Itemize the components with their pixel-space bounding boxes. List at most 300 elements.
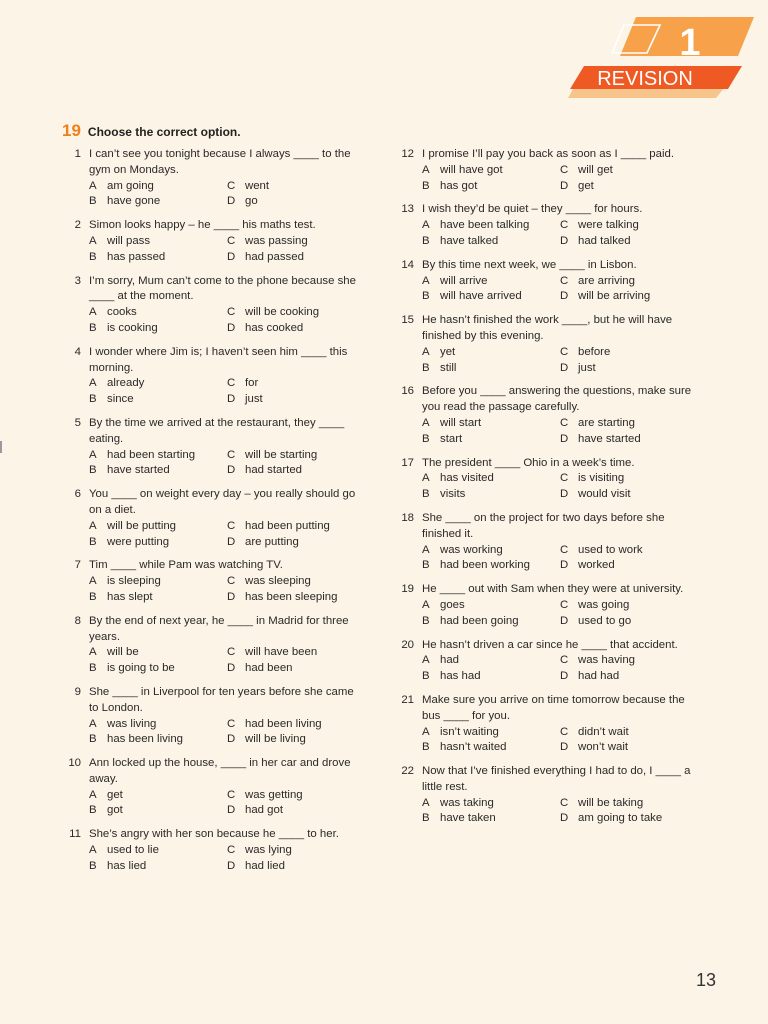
- option-letter: A: [89, 575, 97, 588]
- option-text: am going to take: [578, 812, 663, 825]
- option-letter: A: [422, 598, 430, 611]
- answer-option[interactable]: [89, 179, 227, 195]
- question-number: 16: [401, 385, 414, 398]
- option-text: had started: [245, 464, 302, 477]
- question-item: [395, 258, 695, 305]
- option-text: will be living: [245, 733, 306, 746]
- option-letter: D: [227, 393, 236, 406]
- option-text: was passing: [245, 234, 308, 247]
- option-letter: A: [422, 345, 430, 358]
- option-letter: D: [227, 321, 236, 334]
- option-letter: C: [227, 844, 236, 857]
- option-text: was sleeping: [245, 575, 311, 588]
- option-letter: D: [560, 670, 569, 683]
- answer-option[interactable]: [560, 345, 695, 361]
- answer-option[interactable]: [89, 305, 227, 321]
- left-column: [62, 147, 362, 883]
- option-letter: C: [560, 274, 569, 287]
- answer-options: [89, 519, 362, 551]
- answer-option[interactable]: [227, 305, 362, 321]
- answer-option[interactable]: [227, 843, 362, 859]
- option-text: is visiting: [578, 472, 625, 485]
- answer-options: [89, 843, 362, 875]
- option-letter: C: [560, 725, 569, 738]
- answer-option[interactable]: [422, 614, 560, 630]
- answer-option[interactable]: [422, 289, 560, 305]
- answer-option[interactable]: [560, 274, 695, 290]
- option-letter: B: [89, 321, 97, 334]
- option-letter: C: [227, 646, 236, 659]
- option-letter: A: [89, 234, 97, 247]
- answer-option[interactable]: [560, 598, 695, 614]
- option-letter: A: [422, 725, 430, 738]
- answer-option[interactable]: [227, 179, 362, 195]
- option-letter: A: [422, 654, 430, 667]
- answer-option[interactable]: [422, 179, 560, 195]
- option-text: was living: [107, 717, 157, 730]
- answer-option[interactable]: [227, 574, 362, 590]
- answer-option[interactable]: [422, 487, 560, 503]
- question-number: 15: [401, 314, 414, 327]
- question-text: He hasn’t driven a car since he ____ that accident.: [422, 638, 678, 651]
- answer-option[interactable]: [89, 519, 227, 535]
- question-number: 11: [69, 828, 81, 841]
- question-item: [62, 147, 362, 210]
- option-text: would visit: [578, 488, 631, 501]
- option-letter: B: [89, 195, 97, 208]
- answer-option[interactable]: [89, 234, 227, 250]
- question-number: 6: [74, 488, 81, 501]
- option-text: will start: [440, 416, 482, 429]
- answer-option[interactable]: [227, 590, 362, 606]
- answer-option[interactable]: [422, 740, 560, 756]
- option-text: have started: [107, 464, 170, 477]
- option-letter: B: [89, 859, 97, 872]
- option-letter: C: [560, 163, 569, 176]
- option-text: will have been: [245, 646, 318, 659]
- question-item: [395, 638, 695, 685]
- answer-option[interactable]: [422, 471, 560, 487]
- answer-option[interactable]: [422, 653, 560, 669]
- answer-options: [89, 448, 362, 480]
- answer-option[interactable]: [422, 416, 560, 432]
- answer-option[interactable]: [227, 194, 362, 210]
- option-text: will be taking: [578, 796, 644, 809]
- option-letter: A: [422, 472, 430, 485]
- option-text: was taking: [440, 796, 494, 809]
- answer-option[interactable]: [227, 392, 362, 408]
- option-text: has been living: [107, 733, 183, 746]
- option-text: before: [578, 345, 611, 358]
- option-text: have gone: [107, 195, 161, 208]
- answer-options: [422, 653, 695, 685]
- option-text: was getting: [245, 788, 303, 801]
- answer-option[interactable]: [560, 558, 695, 574]
- question-number: 4: [74, 345, 81, 358]
- option-text: was having: [578, 654, 635, 667]
- unit-label: REVISION: [597, 68, 693, 90]
- answer-option[interactable]: [227, 519, 362, 535]
- option-letter: D: [227, 464, 236, 477]
- question-item: [395, 582, 695, 629]
- option-letter: D: [227, 195, 236, 208]
- option-letter: B: [89, 464, 97, 477]
- answer-option[interactable]: [89, 803, 227, 819]
- exercise-instruction: Choose the correct option.: [87, 125, 241, 139]
- question-item: [62, 827, 362, 874]
- option-text: get: [107, 788, 123, 801]
- option-text: start: [440, 432, 463, 445]
- answer-option[interactable]: [560, 179, 695, 195]
- option-letter: A: [89, 844, 97, 857]
- answer-options: [89, 179, 362, 211]
- question-text: Ann locked up the house, ____ in her car and drove away.: [89, 757, 351, 785]
- option-letter: A: [422, 274, 430, 287]
- answer-option[interactable]: [89, 535, 227, 551]
- option-text: will pass: [107, 234, 151, 247]
- answer-option[interactable]: [422, 558, 560, 574]
- option-text: get: [578, 179, 594, 192]
- answer-option[interactable]: [560, 653, 695, 669]
- answer-option[interactable]: [89, 574, 227, 590]
- question-number: 17: [401, 456, 414, 469]
- option-text: has cooked: [245, 321, 304, 334]
- question-item: [395, 693, 695, 756]
- option-letter: B: [422, 812, 430, 825]
- question-item: [395, 313, 695, 376]
- option-letter: C: [227, 519, 236, 532]
- answer-option[interactable]: [560, 416, 695, 432]
- option-text: used to go: [578, 614, 632, 627]
- answer-option[interactable]: [227, 448, 362, 464]
- question-text: She ____ in Liverpool for ten years before she came to London.: [89, 685, 354, 714]
- option-letter: C: [227, 306, 236, 319]
- answer-option[interactable]: [560, 163, 695, 179]
- option-letter: C: [227, 377, 236, 390]
- option-text: were putting: [107, 535, 170, 548]
- answer-option[interactable]: [227, 788, 362, 804]
- answer-option[interactable]: [560, 725, 695, 741]
- option-letter: A: [422, 796, 430, 809]
- answer-option[interactable]: [89, 717, 227, 733]
- answer-option[interactable]: [89, 843, 227, 859]
- option-letter: C: [560, 219, 569, 232]
- answer-options: [422, 345, 695, 377]
- option-letter: A: [422, 163, 430, 176]
- question-text: Tim ____ while Pam was watching TV.: [89, 559, 283, 572]
- option-letter: B: [89, 804, 97, 817]
- answer-option[interactable]: [89, 859, 227, 875]
- option-letter: D: [227, 733, 236, 746]
- answer-options: [422, 725, 695, 757]
- option-letter: B: [422, 179, 430, 192]
- unit-banner: [0, 0, 768, 110]
- option-text: have taken: [440, 812, 496, 825]
- option-text: is going to be: [107, 662, 175, 675]
- option-text: had: [440, 654, 460, 667]
- answer-option[interactable]: [560, 289, 695, 305]
- answer-option[interactable]: [89, 732, 227, 748]
- answer-option[interactable]: [227, 645, 362, 661]
- answer-options: [89, 717, 362, 749]
- question-text: By the end of next year, he ____ in Madrid for three years.: [89, 614, 349, 643]
- option-text: had passed: [245, 250, 304, 263]
- question-item: [62, 614, 362, 677]
- option-letter: C: [227, 448, 236, 461]
- answer-option[interactable]: [560, 361, 695, 377]
- option-text: is cooking: [107, 321, 158, 334]
- option-text: will be: [107, 646, 139, 659]
- answer-option[interactable]: [560, 669, 695, 685]
- answer-option[interactable]: [560, 432, 695, 448]
- question-item: [395, 384, 695, 447]
- question-item: [62, 218, 362, 265]
- answer-option[interactable]: [422, 361, 560, 377]
- answer-option[interactable]: [227, 234, 362, 250]
- question-number: 10: [68, 757, 81, 770]
- question-number: 2: [74, 219, 81, 232]
- answer-option[interactable]: [422, 598, 560, 614]
- question-number: 5: [74, 416, 81, 429]
- option-text: had had: [578, 670, 620, 683]
- option-letter: C: [560, 654, 569, 667]
- answer-option[interactable]: [422, 345, 560, 361]
- answer-option[interactable]: [89, 392, 227, 408]
- option-text: won’t wait: [578, 741, 629, 754]
- option-text: just: [578, 361, 596, 374]
- answer-option[interactable]: [422, 218, 560, 234]
- question-item: [395, 764, 695, 827]
- answer-option[interactable]: [89, 250, 227, 266]
- question-text: I’m sorry, Mum can’t come to the phone because she ____ at the moment.: [89, 274, 356, 303]
- option-text: had been putting: [245, 519, 330, 532]
- answer-options: [422, 274, 695, 306]
- option-letter: B: [89, 250, 97, 263]
- option-text: has slept: [107, 590, 153, 603]
- answer-option[interactable]: [227, 803, 362, 819]
- margin-mark: [0, 441, 2, 453]
- question-text: Now that I’ve finished everything I had to do, I ____ a little rest.: [422, 765, 691, 793]
- option-letter: B: [89, 733, 97, 746]
- question-item: [62, 416, 362, 479]
- option-text: isn’t waiting: [440, 725, 499, 738]
- question-text: By this time next week, we ____ in Lisbon.: [422, 258, 637, 271]
- question-number: 9: [74, 685, 81, 698]
- option-letter: B: [89, 535, 97, 548]
- question-item: [62, 685, 362, 748]
- option-text: had been: [245, 662, 293, 675]
- option-letter: C: [560, 796, 569, 809]
- answer-option[interactable]: [227, 250, 362, 266]
- option-letter: A: [422, 543, 430, 556]
- answer-option[interactable]: [89, 321, 227, 337]
- answer-option[interactable]: [89, 645, 227, 661]
- question-item: [395, 147, 695, 194]
- option-text: will arrive: [440, 274, 488, 287]
- option-text: will have arrived: [440, 290, 522, 303]
- option-letter: B: [422, 432, 430, 445]
- option-text: will be cooking: [245, 306, 320, 319]
- option-text: go: [245, 195, 258, 208]
- answer-option[interactable]: [560, 796, 695, 812]
- option-text: are starting: [578, 416, 635, 429]
- answer-option[interactable]: [227, 661, 362, 677]
- option-text: since: [107, 393, 134, 406]
- answer-option[interactable]: [227, 321, 362, 337]
- option-text: just: [245, 393, 263, 406]
- option-letter: B: [89, 662, 97, 675]
- answer-option[interactable]: [422, 669, 560, 685]
- option-text: have been talking: [440, 219, 530, 232]
- option-letter: D: [560, 432, 569, 445]
- answer-option[interactable]: [560, 614, 695, 630]
- answer-option[interactable]: [422, 432, 560, 448]
- answer-option[interactable]: [422, 274, 560, 290]
- option-letter: A: [89, 306, 97, 319]
- option-letter: C: [560, 416, 569, 429]
- answer-option[interactable]: [89, 661, 227, 677]
- option-text: had been going: [440, 614, 519, 627]
- right-column: [395, 147, 695, 835]
- option-letter: B: [89, 393, 97, 406]
- option-text: has been sleeping: [245, 590, 338, 603]
- option-text: has got: [440, 179, 478, 192]
- answer-option[interactable]: [560, 234, 695, 250]
- option-text: will be arriving: [578, 290, 651, 303]
- option-text: will have got: [440, 163, 503, 176]
- question-text: He hasn’t finished the work ____, but he will have finished by this evening.: [422, 314, 673, 342]
- option-text: will be putting: [107, 519, 177, 532]
- option-letter: B: [422, 559, 430, 572]
- option-text: had been living: [245, 717, 322, 730]
- option-text: visits: [440, 488, 466, 501]
- answer-option[interactable]: [227, 732, 362, 748]
- option-letter: D: [227, 535, 236, 548]
- option-text: worked: [578, 559, 615, 572]
- answer-option[interactable]: [560, 218, 695, 234]
- question-text: You ____ on weight every day – you really should go on a diet.: [89, 488, 356, 516]
- option-text: had talked: [578, 234, 631, 247]
- answer-option[interactable]: [227, 859, 362, 875]
- option-letter: D: [227, 662, 236, 675]
- question-item: [62, 274, 362, 337]
- option-letter: B: [422, 290, 430, 303]
- question-item: [62, 756, 362, 819]
- answer-option[interactable]: [89, 590, 227, 606]
- answer-option[interactable]: [422, 234, 560, 250]
- option-text: is sleeping: [107, 575, 161, 588]
- question-number: 8: [74, 614, 81, 627]
- answer-options: [422, 796, 695, 828]
- option-letter: A: [89, 788, 97, 801]
- answer-option[interactable]: [89, 463, 227, 479]
- option-text: used to lie: [107, 844, 159, 857]
- option-text: had been working: [440, 559, 530, 572]
- option-letter: D: [560, 614, 569, 627]
- option-text: yet: [440, 345, 456, 358]
- answer-option[interactable]: [227, 717, 362, 733]
- option-text: are arriving: [578, 274, 635, 287]
- option-letter: B: [422, 361, 430, 374]
- answer-option[interactable]: [422, 543, 560, 559]
- answer-option[interactable]: [422, 163, 560, 179]
- option-letter: D: [560, 290, 569, 303]
- question-text: I wish they’d be quiet – they ____ for hours.: [422, 203, 643, 216]
- answer-options: [89, 788, 362, 820]
- answer-options: [422, 163, 695, 195]
- answer-option[interactable]: [560, 740, 695, 756]
- answer-option[interactable]: [422, 796, 560, 812]
- option-letter: D: [560, 179, 569, 192]
- question-number: 7: [74, 559, 81, 572]
- option-letter: D: [560, 234, 569, 247]
- answer-option[interactable]: [560, 487, 695, 503]
- answer-option[interactable]: [89, 194, 227, 210]
- question-text: I can’t see you tonight because I always ____ to the gym on Mondays.: [89, 148, 351, 176]
- answer-option[interactable]: [89, 376, 227, 392]
- answer-option[interactable]: [560, 811, 695, 827]
- answer-option[interactable]: [89, 448, 227, 464]
- question-number: 18: [401, 511, 414, 524]
- question-item: [395, 456, 695, 503]
- answer-options: [89, 234, 362, 266]
- option-text: will be starting: [245, 448, 318, 461]
- option-letter: C: [227, 575, 236, 588]
- question-number: 21: [401, 693, 414, 706]
- question-number: 1: [74, 148, 81, 160]
- question-text: She’s angry with her son because he ____ to her.: [89, 828, 339, 841]
- option-text: are putting: [245, 535, 299, 548]
- option-letter: C: [227, 179, 236, 192]
- page-number: 13: [695, 970, 716, 990]
- answer-option[interactable]: [227, 376, 362, 392]
- answer-option[interactable]: [227, 535, 362, 551]
- option-text: am going: [107, 179, 154, 192]
- answer-option[interactable]: [227, 463, 362, 479]
- answer-options: [89, 645, 362, 677]
- question-text: Before you ____ answering the questions, make sure you read the passage carefully.: [422, 385, 692, 414]
- answer-options: [422, 218, 695, 250]
- question-item: [62, 487, 362, 550]
- question-item: [395, 511, 695, 574]
- option-text: already: [107, 377, 145, 390]
- exercise-header: [62, 121, 241, 141]
- option-text: had been starting: [107, 448, 196, 461]
- answer-option[interactable]: [560, 543, 695, 559]
- option-text: hasn’t waited: [440, 741, 507, 754]
- option-letter: D: [560, 741, 569, 754]
- option-letter: A: [89, 519, 97, 532]
- answer-options: [89, 376, 362, 408]
- option-text: didn’t wait: [578, 725, 629, 738]
- question-text: The president ____ Ohio in a week’s time.: [422, 456, 635, 469]
- option-letter: A: [89, 717, 97, 730]
- option-text: got: [107, 804, 123, 817]
- option-text: was working: [440, 543, 503, 556]
- question-number: 13: [401, 203, 414, 216]
- answer-options: [89, 305, 362, 337]
- answer-option[interactable]: [422, 811, 560, 827]
- option-letter: B: [422, 488, 430, 501]
- option-letter: A: [89, 377, 97, 390]
- answer-option[interactable]: [422, 725, 560, 741]
- question-text: By the time we arrived at the restaurant, they ____ eating.: [89, 416, 345, 445]
- answer-option[interactable]: [89, 788, 227, 804]
- question-text: Make sure you arrive on time tomorrow because the bus ____ for you.: [422, 693, 685, 722]
- option-letter: C: [560, 543, 569, 556]
- answer-option[interactable]: [560, 471, 695, 487]
- option-text: have started: [578, 432, 641, 445]
